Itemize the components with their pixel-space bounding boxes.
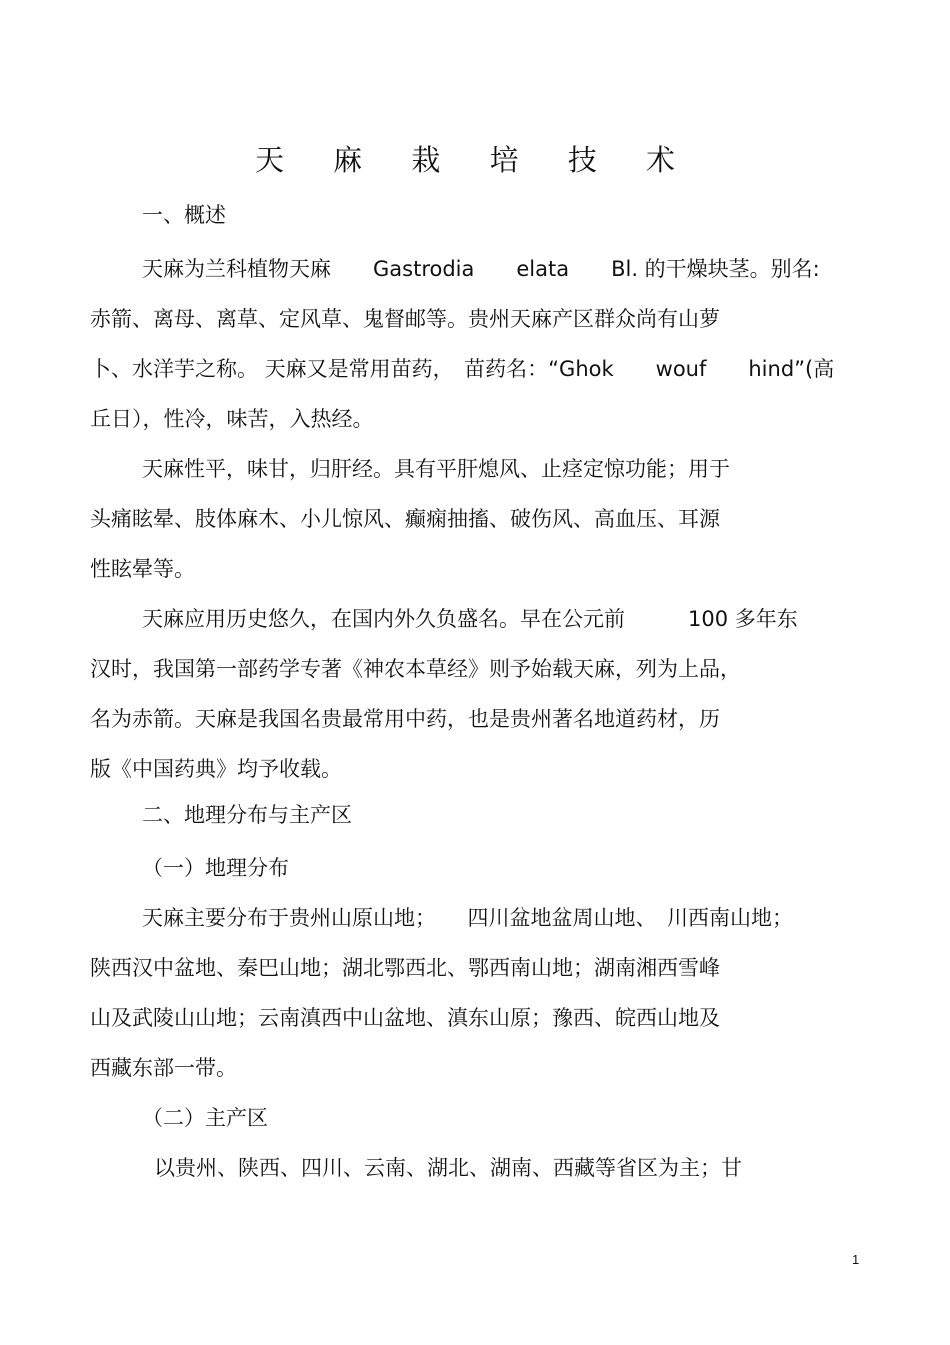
paragraph-line: 丘日），性冷，味苦，入热经。 [90,407,374,431]
paragraph-line: 卜、水洋芋之称。 天麻又是常用苗药， 苗药名：“Ghok wouf hind”(高 [90,357,835,381]
paragraph-line: 头痛眩晕、肢体麻木、小儿惊风、癫痫抽搐、破伤风、高血压、耳源 [90,507,720,531]
paragraph-line: 西藏东部一带。 [90,1056,237,1080]
document-title: 天 麻 栽 培 技 术 [254,143,696,177]
paragraph-line: 天麻性平，味甘，归肝经。具有平肝熄风、止痉定惊功能；用于 [142,457,730,481]
paragraph-line: 天麻为兰科植物天麻 Gastrodia elata Bl. 的干燥块茎。别名: [142,257,820,281]
paragraph-line: 天麻应用历史悠久，在国内外久负盛名。早在公元前 100 多年东 [142,607,798,631]
page-number: 1 [852,1252,860,1267]
section-heading-distribution: 二、地理分布与主产区 [142,803,352,827]
paragraph-line: 以贵州、陕西、四川、云南、湖北、湖南、西藏等省区为主；甘 [154,1156,742,1180]
paragraph-line: 版《中国药典》均予收载。 [90,757,342,781]
paragraph-line: 陕西汉中盆地、秦巴山地；湖北鄂西北、鄂西南山地；湖南湘西雪峰 [90,956,720,980]
paragraph-line: 天麻主要分布于贵州山原山地； 四川盆地盆周山地、 川西南山地； [142,906,793,930]
section-heading-overview: 一、概述 [142,203,226,227]
paragraph-line: 名为赤箭。天麻是我国名贵最常用中药，也是贵州著名地道药材，历 [90,707,720,731]
subsection-heading-geography: （一）地理分布 [142,856,289,880]
paragraph-line: 性眩晕等。 [90,557,195,581]
paragraph-line: 山及武陵山山地；云南滇西中山盆地、滇东山原；豫西、皖西山地及 [90,1006,720,1030]
paragraph-line: 汉时，我国第一部药学专著《神农本草经》则予始载天麻，列为上品， [90,657,741,681]
subsection-heading-main-areas: （二）主产区 [142,1106,268,1130]
paragraph-line: 赤箭、离母、离草、定风草、鬼督邮等。贵州天麻产区群众尚有山萝 [90,307,720,331]
